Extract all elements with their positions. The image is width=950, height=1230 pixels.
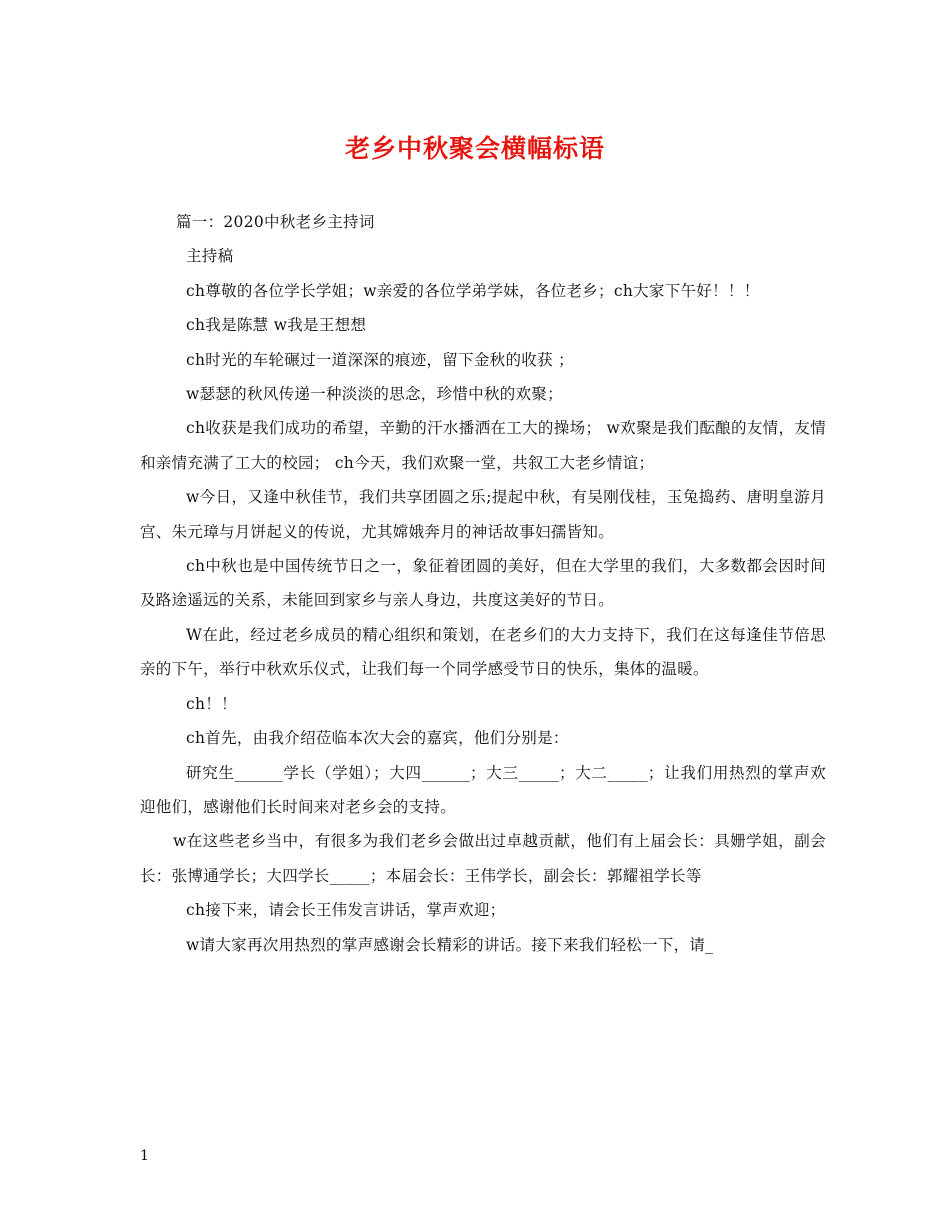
section-heading: 篇一：2020中秋老乡主持词 xyxy=(176,213,375,231)
paragraph: ch收获是我们成功的希望，辛勤的汗水播洒在工大的操场； w欢聚是我们酝酿的友情，友情和亲情充满了工大的校园； ch今天，我们欢聚一堂，共叙工大老乡情谊； xyxy=(140,419,826,472)
document-body xyxy=(140,205,826,962)
paragraph: ch！！ xyxy=(186,694,237,713)
paragraph: w今日，又逢中秋佳节，我们共享团圆之乐;提起中秋，有吴刚伐桂，玉兔捣药、唐明皇游月宫、朱元璋与月饼起义的传说，尤其嫦娥奔月的神话故事妇孺皆知。 xyxy=(140,488,826,541)
paragraph: ch我是陈慧 w我是王想想 xyxy=(186,316,367,335)
page-number: 1 xyxy=(140,1148,149,1164)
paragraph: ch中秋也是中国传统节日之一，象征着团圆的美好，但在大学里的我们，大多数都会因时间及路途遥远的关系，未能回到家乡与亲人身边，共度这美好的节日。 xyxy=(140,557,826,610)
paragraph: w瑟瑟的秋风传递一种淡淡的思念，珍惜中秋的欢聚； xyxy=(186,385,563,404)
document-title: 老乡中秋聚会横幅标语 xyxy=(344,134,605,163)
paragraph: ch首先，由我介绍莅临本次大会的嘉宾，他们分别是： xyxy=(186,729,569,748)
paragraph: ch接下来，请会长王伟发言讲话，掌声欢迎； xyxy=(186,901,506,920)
paragraph: ch尊敬的各位学长学姐；w亲爱的各位学弟学妹，各位老乡；ch大家下午好！！！ xyxy=(186,281,760,300)
paragraph: W在此，经过老乡成员的精心组织和策划，在老乡们的大力支持下，我们在这每逢佳节倍思亲的下午，举行中秋欢乐仪式，让我们每一个同学感受节日的快乐，集体的温暖。 xyxy=(140,625,826,679)
paragraph: 研究生______学长（学姐）；大四______；大三_____；大二_____；让我们用热烈的掌声欢迎他们，感谢他们长时间来对老乡会的支持。 xyxy=(140,763,826,816)
paragraph: w在这些老乡当中，有很多为我们老乡会做出过卓越贡献，他们有上届会长：具姗学姐，副会长：张博通学长；大四学长_____；本届会长：王伟学长，副会长：郭耀祖学长等 xyxy=(140,832,826,885)
paragraph: w请大家再次用热烈的掌声感谢会长精彩的讲话。接下来我们轻松一下，请_ xyxy=(186,935,714,954)
paragraph: 主持稿 xyxy=(186,247,234,266)
paragraph: ch时光的车轮碾过一道深深的痕迹，留下金秋的收获 ； xyxy=(186,350,574,369)
